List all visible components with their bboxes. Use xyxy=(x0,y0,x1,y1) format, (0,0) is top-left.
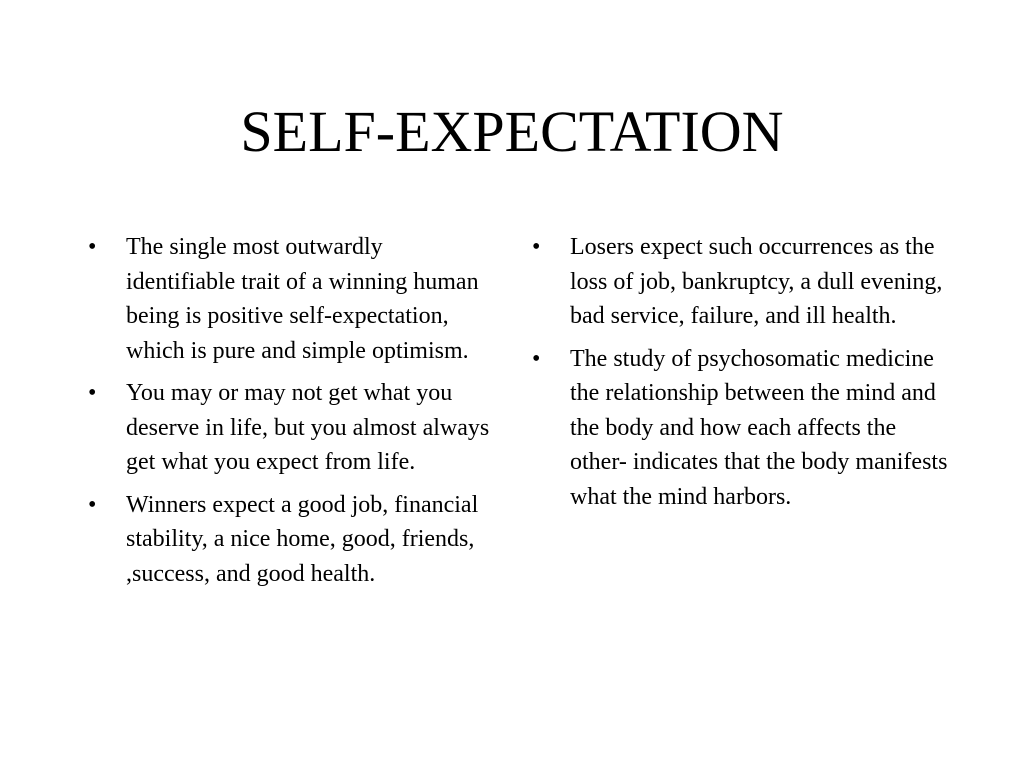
bullet-icon: • xyxy=(532,345,541,372)
bullet-item xyxy=(84,376,494,480)
bullet-item xyxy=(84,230,494,368)
right-bullet-list xyxy=(528,230,948,522)
bullet-icon: • xyxy=(532,234,541,260)
bullet-item xyxy=(528,230,948,334)
slide-title: SELF-EXPECTATION xyxy=(240,99,784,164)
bullet-text: Losers expect such occurrences as the loss of job, bankruptcy, a dull evening, bad service, failure, and ill health. xyxy=(570,234,943,329)
bullet-icon: • xyxy=(88,491,97,518)
bullet-text: You may or may not get what you deserve in life, but you almost always get what you expect from life. xyxy=(126,380,490,475)
bullet-icon: • xyxy=(88,380,97,406)
bullet-item xyxy=(84,488,494,592)
bullet-icon: • xyxy=(88,234,97,260)
bullet-text: Winners expect a good job, financial stability, a nice home, good, friends, ,success, and good health. xyxy=(126,491,479,587)
left-bullet-list xyxy=(84,230,494,599)
bullet-item xyxy=(528,342,948,515)
bullet-text: The study of psychosomatic medicine the relationship between the mind and the body and how each affects the other- indicates that the body manifests what the mind harbors. xyxy=(570,345,948,510)
bullet-text: The single most outwardly identifiable trait of a winning human being is positive self-expectation, which is pure and simple optimism. xyxy=(126,234,479,364)
